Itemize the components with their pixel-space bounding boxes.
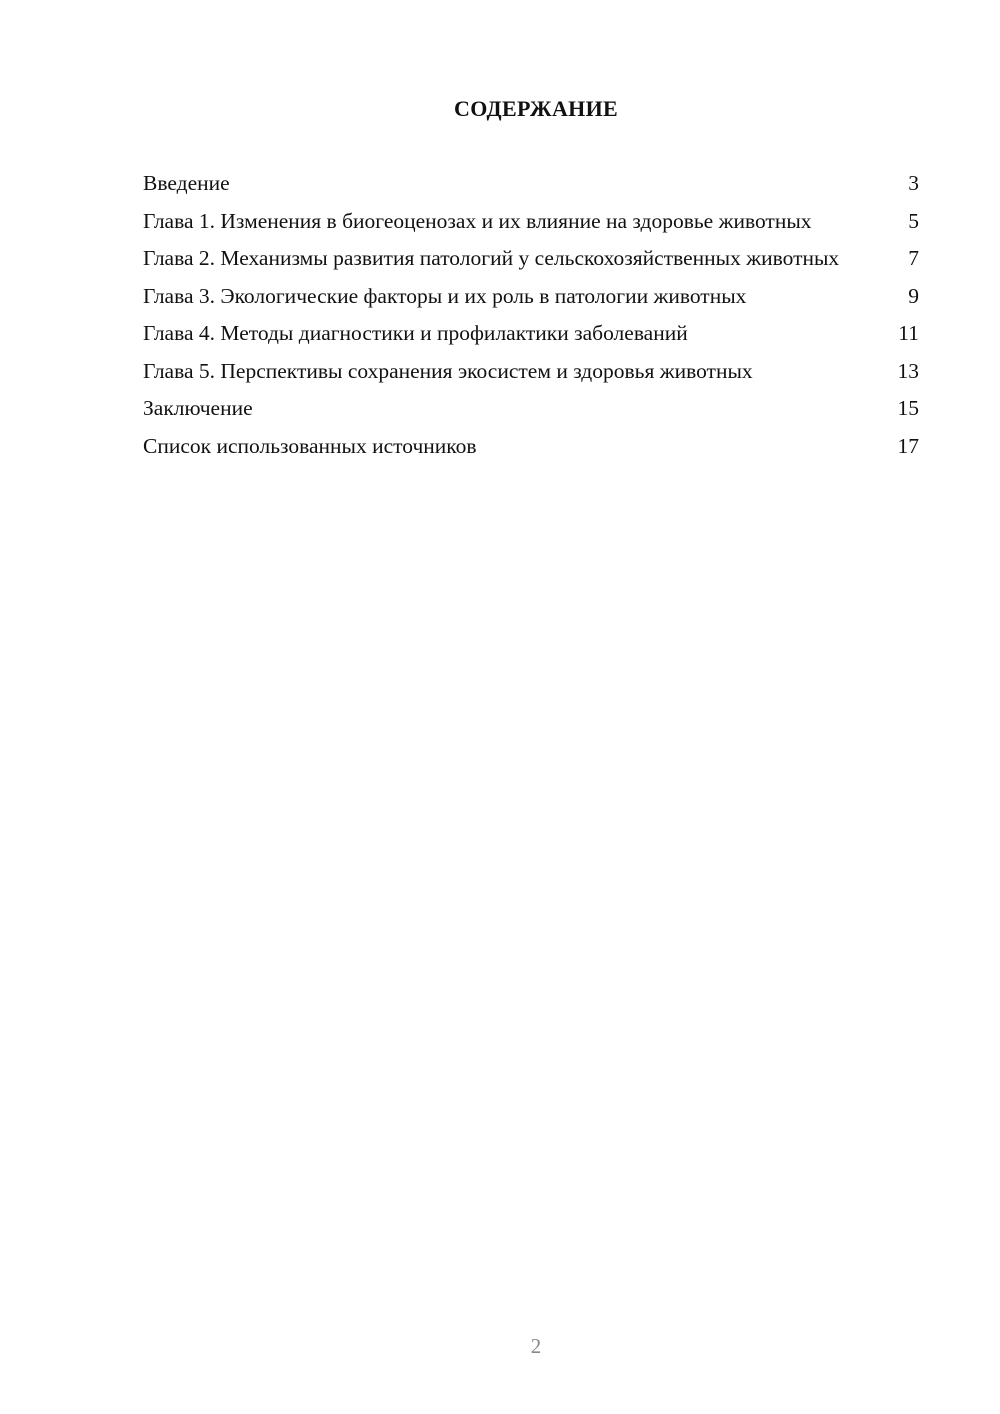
toc-entry-chapter-4 (143, 320, 919, 346)
toc-entry-text: Глава 5. Перспективы сохранения экосистем и здоровья животных (143, 358, 753, 383)
page-title: СОДЕРЖАНИЕ (454, 96, 618, 121)
table-of-contents (143, 170, 919, 470)
toc-entry-text: Список использованных источников (143, 433, 477, 458)
toc-entry-text: Глава 4. Методы диагностики и профилактики заболеваний (143, 321, 688, 345)
toc-entry-page: 3 (908, 171, 919, 195)
toc-entry-text: Глава 2. Механизмы развития патологий у сельскохозяйственных животных (143, 246, 840, 270)
toc-entry-page: 11 (898, 321, 919, 345)
toc-entry-text: Глава 1. Изменения в биогеоценозах и их влияние на здоровье животных (143, 208, 812, 233)
page-number: 2 (530, 1334, 542, 1358)
toc-entry-page: 9 (908, 283, 919, 308)
toc-entry-page: 5 (908, 208, 919, 233)
toc-entry-chapter-3 (143, 283, 919, 309)
toc-entry-conclusion (143, 395, 919, 421)
toc-entry-text: Глава 3. Экологические факторы и их роль в патологии животных (143, 283, 747, 308)
toc-entry-text: Заключение (143, 396, 253, 420)
toc-entry-introduction (143, 170, 919, 196)
toc-entry-text: Введение (143, 171, 230, 195)
toc-entry-page: 7 (908, 246, 919, 270)
toc-entry-page: 15 (897, 396, 919, 420)
toc-entry-page: 13 (897, 358, 919, 383)
toc-entry-page: 17 (897, 433, 919, 458)
toc-entry-references (143, 433, 919, 459)
toc-entry-chapter-5 (143, 358, 919, 384)
toc-entry-chapter-2 (143, 245, 919, 271)
toc-entry-chapter-1 (143, 208, 919, 234)
